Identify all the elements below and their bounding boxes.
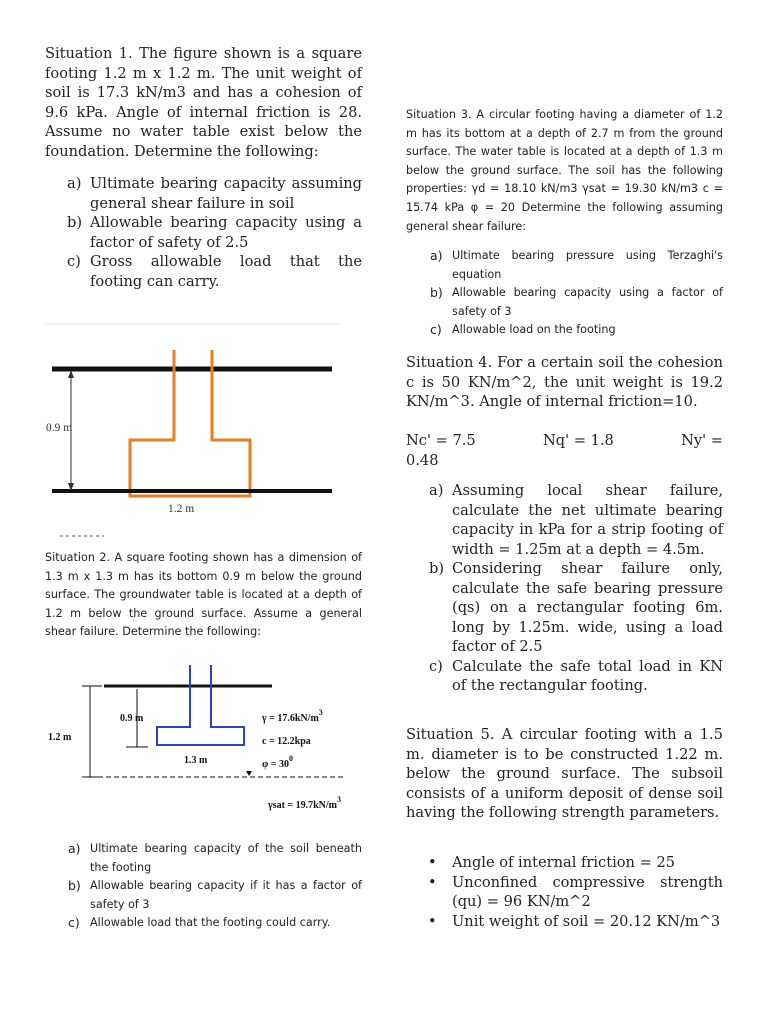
question-label: b) [68,878,81,894]
situation-2-footing-figure [0,655,370,830]
bullet-icon: • [428,873,437,891]
situation-3-intro: Situation 3. A circular footing having a diameter of 1.2 m has its bottom at a depth of 2.7 m from the ground surface. The water table is located at a depth of 1.3 m below the ground surface. The soil has the following properties: γd = 18.10 kN/m3 γsat = 19.30 kN/m3 c = 15.74 kPa φ = 20 Determine the following assuming general shear failure: [406,108,723,233]
question-text: Allowable bearing capacity using a factor of safety of 2.5 [90,214,362,251]
question-item [430,247,723,284]
situation-2-questions [68,840,362,933]
situation-5-parameters [428,853,723,931]
question-text: Ultimate bearing capacity assuming general shear failure in soil [90,175,362,212]
parameter-item [428,853,723,873]
nc-factor: Nc' = 7.5 [406,432,476,449]
question-label: b) [67,214,83,231]
bearing-capacity-factors [406,431,723,451]
question-item [67,213,362,252]
nq-factor: Nq' = 1.8 [542,432,614,449]
water-table-icon [246,771,252,776]
question-item [67,252,362,291]
question-label: a) [429,482,444,499]
footing-outline [130,350,250,496]
question-label: b) [429,560,445,577]
question-item [430,284,723,321]
question-item [68,840,362,877]
situation-5-intro: Situation 5. A circular footing with a 1.5 m. diameter is to be constructed 1.22 m. below the ground surface. The subsoil consists of a uniform deposit of dense soil having the following strength parameters. [406,726,723,821]
cohesion-label: c = 12.2kpa [262,736,311,747]
situation-4-intro: Situation 4. For a certain soil the cohesion c is 50 KN/m^2, the unit weight is 19.2 KN/m^3. Angle of internal friction=10. [406,354,723,410]
question-item [429,481,723,559]
question-item [430,321,723,340]
bullet-icon: • [428,854,437,871]
footing-outline [157,665,244,745]
question-item [68,914,362,933]
question-label: a) [430,248,443,263]
question-text: Gross allowable load that the footing can carry. [90,253,362,290]
situation-1-questions [67,174,362,291]
question-label: c) [68,915,80,931]
parameter-text: Unit weight of soil = 20.12 KN/m^3 [452,912,721,930]
question-text: Allowable bearing capacity if it has a factor of safety of 3 [90,879,362,911]
question-item [429,559,723,657]
width-label: 1.2 m [168,503,195,515]
ny-factor: Ny' = [681,432,723,449]
question-text: Allowable load that the footing could carry. [90,916,331,930]
question-text: Allowable bearing capacity using a factor of safety of 3 [452,286,723,318]
question-item [68,877,362,914]
question-text: Calculate the safe total load in KN of the rectangular footing. [452,657,723,694]
question-item [429,657,723,696]
bullet-icon: • [428,912,437,930]
saturated-unit-weight-label: $\gamma sat = 19.7kN/m^3$ [268,795,341,811]
situation-2-intro: Situation 2. A square footing shown has a dimension of 1.3 m x 1.3 m has its bottom 0.9 m below the ground surface. The groundwater table is located at a depth of 1.2 m below the ground surface. Assume a general shear failure. Determine the following: [45,551,362,639]
parameter-item [428,912,723,932]
question-label: a) [67,175,82,192]
situation-1-intro: Situation 1. The figure shown is a square footing 1.2 m x 1.2 m. The unit weight of soil is 17.3 kN/m3 and has a cohesion of 9.6 kPa. Angle of internal friction is 28. Assume no water table exist below the foundation. Determine the following: [45,45,362,160]
question-label: a) [68,841,81,856]
situation-1-footing-figure [0,320,370,550]
situation-3-questions [430,247,723,340]
question-label: b) [430,285,443,301]
depth-label: 0.9 m [46,422,73,434]
unit-weight-label: $\gamma = 17.6kN/m^3$ [262,708,323,724]
parameter-item [428,873,723,912]
question-text: Ultimate bearing capacity of the soil beneath the footing [90,842,362,874]
question-text: Ultimate bearing pressure using Terzaghi's equation [452,249,723,281]
question-label: c) [67,253,81,270]
question-text: Considering shear failure only, calculate the safe bearing pressure (qs) on a rectangular footing 6m. long by 1.25m. wide, using a load factor of 2.5 [452,560,723,655]
question-text: Assuming local shear failure, calculate the net ultimate bearing capacity in kPa for a strip footing of width = 1.25m at a depth = 4.5m. [452,482,723,558]
question-label: c) [430,322,442,338]
ny-factor-value: 0.48 [406,452,439,469]
parameter-text: Unconfined compressive strength (qu) = 96 KN/m^2 [452,873,723,910]
width-label: 1.3 m [184,755,208,766]
situation-4-questions [429,481,723,696]
depth-label: 0.9 m [120,713,144,724]
friction-angle-label: $\varphi = 30^0$ [262,754,293,770]
water-depth-label: 1.2 m [48,732,72,743]
question-text: Allowable load on the footing [452,323,616,337]
question-item [67,174,362,213]
parameter-text: Angle of internal friction = 25 [452,854,676,871]
question-label: c) [429,657,443,675]
